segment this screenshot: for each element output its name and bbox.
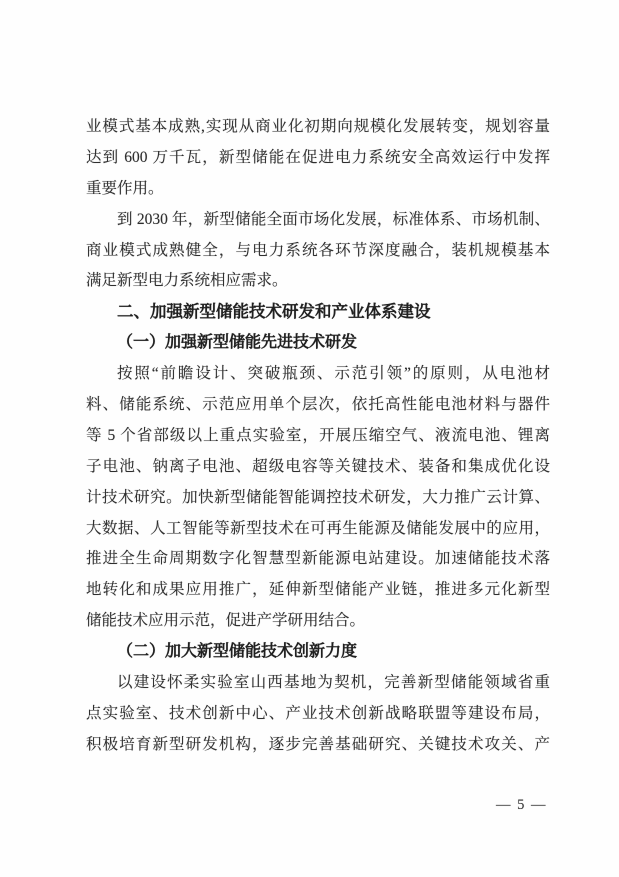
document-body — [86, 112, 550, 761]
text-line: 业模式基本成熟,实现从商业化初期向规模化发展转变，规划容量 — [86, 118, 550, 135]
text-line: 商业模式成熟健全，与电力系统各环节深度融合，装机规模基本 — [86, 241, 550, 259]
text-line: 储能技术应用示范，促进产学研用结合。 — [86, 612, 366, 630]
text-line: 地转化和成果应用推广，延伸新型储能产业链，推进多元化新型 — [86, 581, 550, 599]
text-line: 按照“前瞻设计、突破瓶颈、示范引领”的原则，从电池材 — [117, 365, 550, 383]
section-heading: （一）加强新型储能先进技术研发 — [117, 334, 358, 352]
section-heading: 二、加强新型储能技术研发和产业体系建设 — [117, 303, 431, 322]
text-line: 积极培育新型研发机构，逐步完善基础研究、关键技术攻关、产 — [86, 735, 550, 753]
text-line: 到 2030 年，新型储能全面市场化发展，标准体系、市场机制、 — [117, 210, 550, 228]
text-line: 重要作用。 — [86, 179, 164, 197]
text-line: 子电池、钠离子电池、超级电容等关键技术、装备和集成优化设 — [86, 457, 550, 475]
text-line: 满足新型电力系统相应需求。 — [86, 272, 288, 290]
text-line: 等 5 个省部级以上重点实验室，开展压缩空气、液流电池、锂离 — [86, 426, 550, 444]
page-number: — 5 — — [496, 797, 547, 813]
section-heading: （二）加大新型储能技术创新力度 — [117, 643, 358, 661]
text-line: 计技术研究。加快新型储能智能调控技术研发，大力推广云计算、 — [86, 488, 550, 506]
text-line: 推进全生命周期数字化智慧型新能源电站建设。加速储能技术落 — [86, 550, 550, 568]
text-line: 点实验室、技术创新中心、产业技术创新战略联盟等建设布局， — [86, 704, 550, 722]
text-line: 以建设怀柔实验室山西基地为契机，完善新型储能领域省重 — [117, 674, 550, 692]
text-line: 料、储能系统、示范应用单个层次，依托高性能电池材料与器件 — [86, 396, 550, 414]
text-line: 达到 600 万千瓦，新型储能在促进电力系统安全高效运行中发挥 — [86, 148, 550, 166]
text-line: 大数据、人工智能等新型技术在可再生能源及储能发展中的应用， — [86, 519, 550, 537]
